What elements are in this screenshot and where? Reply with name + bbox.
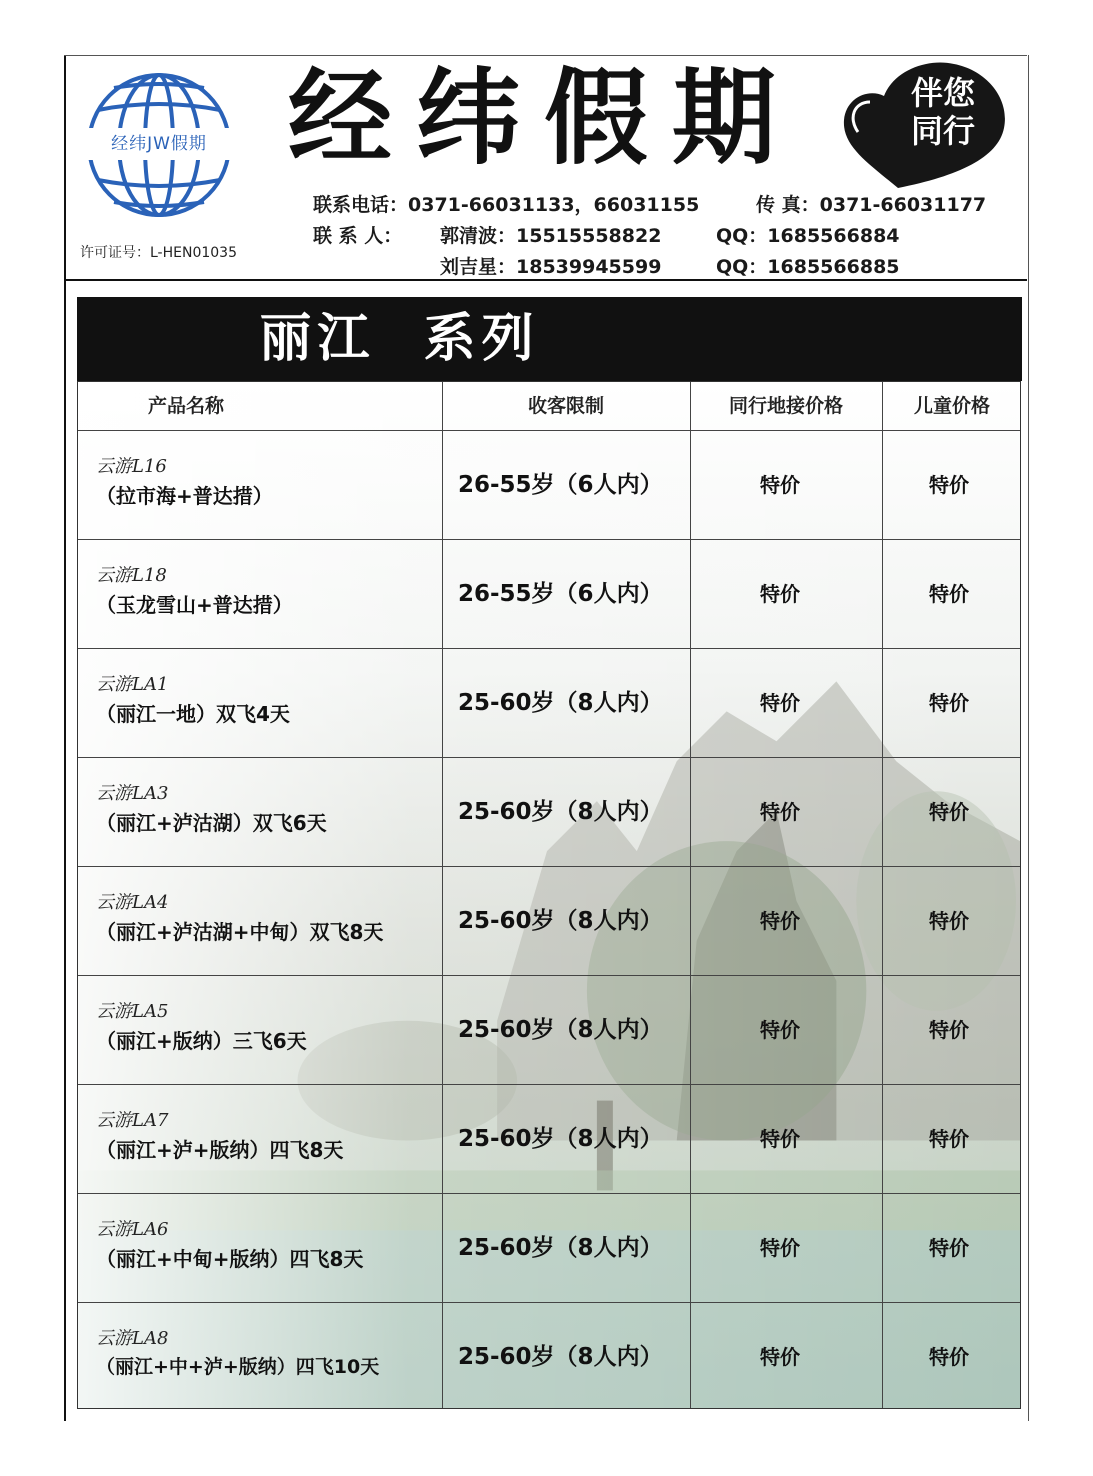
fax-number: 0371-66031177 (819, 194, 987, 216)
guest-limit: 26-55岁（6人内） (458, 581, 663, 607)
child-price: 特价 (929, 800, 969, 824)
contact-qq-1: QQ：1685566884 (716, 225, 900, 247)
phone-label: 联系电话： (313, 194, 409, 216)
agent-price: 特价 (760, 1127, 800, 1151)
header-product-name: 产品名称 (147, 395, 224, 417)
table-row (78, 430, 1020, 540)
table-row (78, 866, 1020, 976)
child-price: 特价 (929, 1127, 969, 1151)
product-code: 云游L16 (96, 456, 167, 477)
product-route: （丽江+泸+版纳）四飞8天 (96, 1138, 344, 1162)
fax-label: 传 真： (756, 194, 820, 216)
header-child-price: 儿童价格 (913, 395, 990, 417)
agent-price: 特价 (760, 1018, 800, 1042)
header-divider (64, 279, 1027, 281)
license-number: 许可证号：L-HEN01035 (80, 245, 237, 261)
table-row (78, 539, 1020, 649)
table-row (78, 757, 1020, 867)
agent-price: 特价 (760, 800, 800, 824)
table-row (78, 1302, 1020, 1409)
product-code: 云游LA3 (96, 783, 169, 804)
product-route: （丽江+中甸+版纳）四飞8天 (96, 1247, 364, 1271)
child-price: 特价 (929, 473, 969, 497)
product-route: （拉市海+普达措） (96, 484, 273, 508)
agent-price: 特价 (760, 1345, 800, 1369)
table-row (78, 648, 1020, 758)
guest-limit: 26-55岁（6人内） (458, 472, 663, 498)
guest-limit: 25-60岁（8人内） (458, 1235, 663, 1261)
contact-person-1: 郭清波：15515558822 (440, 225, 662, 247)
contact-qq-2: QQ：1685566885 (716, 256, 900, 278)
agent-price: 特价 (760, 691, 800, 715)
product-route: （丽江一地）双飞4天 (96, 702, 290, 726)
table-row (78, 975, 1020, 1085)
guest-limit: 25-60岁（8人内） (458, 1126, 663, 1152)
agent-price: 特价 (760, 1236, 800, 1260)
product-code: 云游L18 (96, 565, 167, 586)
brand-title: 经纬假期 (288, 57, 801, 179)
child-price: 特价 (929, 1236, 969, 1260)
product-code: 云游LA7 (96, 1110, 169, 1131)
guest-limit: 25-60岁（8人内） (458, 799, 663, 825)
product-table (77, 381, 1021, 1409)
agent-price: 特价 (760, 909, 800, 933)
child-price: 特价 (929, 909, 969, 933)
contact-person-2: 刘吉星：18539945599 (440, 256, 662, 278)
product-route: （丽江+泸沽湖）双飞6天 (96, 811, 327, 835)
product-route: （丽江+中+泸+版纳）四飞10天 (96, 1356, 380, 1378)
product-code: 云游LA8 (96, 1328, 169, 1349)
product-route: （玉龙雪山+普达措） (96, 593, 293, 617)
guest-limit: 25-60岁（8人内） (458, 690, 663, 716)
child-price: 特价 (929, 1345, 969, 1369)
guest-limit: 25-60岁（8人内） (458, 1017, 663, 1043)
table-row (78, 1084, 1020, 1194)
product-code: 云游LA6 (96, 1219, 169, 1240)
phone-line (313, 190, 699, 217)
section-title: 丽江 系列 (259, 309, 540, 369)
guest-limit: 25-60岁（8人内） (458, 1344, 663, 1370)
child-price: 特价 (929, 691, 969, 715)
person-label: 联 系 人： (313, 225, 403, 247)
header-agent-price: 同行地接价格 (728, 395, 843, 417)
slogan-line-1: 伴您 (910, 74, 975, 112)
fax-line (756, 190, 986, 217)
product-code: 云游LA1 (96, 674, 169, 695)
product-route: （丽江+版纳）三飞6天 (96, 1029, 307, 1053)
agent-price: 特价 (760, 473, 800, 497)
logo-text: 经纬JW假期 (86, 128, 232, 160)
product-code: 云游LA5 (96, 1001, 169, 1022)
child-price: 特价 (929, 1018, 969, 1042)
agent-price: 特价 (760, 582, 800, 606)
table-row (78, 1193, 1020, 1303)
phone-numbers: 0371-66031133，66031155 (408, 194, 700, 216)
guest-limit: 25-60岁（8人内） (458, 908, 663, 934)
child-price: 特价 (929, 582, 969, 606)
product-code: 云游LA4 (96, 892, 169, 913)
product-route: （丽江+泸沽湖+中甸）双飞8天 (96, 920, 384, 944)
header-guest-limit: 收客限制 (527, 395, 604, 417)
slogan-line-2: 同行 (910, 112, 975, 150)
top-rule (64, 55, 1027, 56)
slogan (898, 74, 988, 150)
